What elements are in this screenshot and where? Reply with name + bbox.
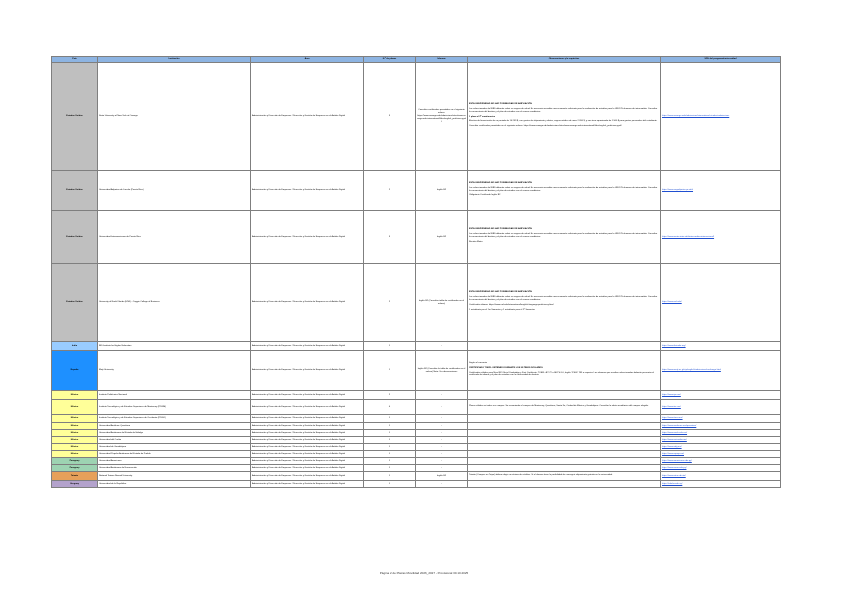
- area-cell: Administración y Dirección de Empresas / Dirección y Gestión de Empresas en el Ámbito Digital: [251, 211, 364, 264]
- places-cell: 2: [364, 264, 416, 342]
- country-cell: México: [52, 451, 98, 458]
- requirements-cell: [468, 400, 661, 415]
- country-cell: México: [52, 444, 98, 451]
- institution-cell: University of North Florida (UNF) - Coggin College of Business: [98, 264, 251, 342]
- header-country: País: [52, 57, 98, 63]
- institution-cell: Universidad Autónoma de Encarnación: [98, 465, 251, 472]
- places-cell: 1: [364, 415, 416, 423]
- places-cell: 1: [364, 430, 416, 437]
- program-url-link[interactable]: https://www.tec.mx/: [661, 400, 781, 415]
- requirements-cell: [468, 444, 661, 451]
- requirement-text: Taiwán (Campus en Taipei) deben elegir un mínimo de créditos. Si el alumno tiene la posibilidad de conseguir alojamiento gratuito en la universidad.: [469, 473, 613, 476]
- country-cell: México: [52, 437, 98, 444]
- country-cell: Estados Unidos: [52, 211, 98, 264]
- program-url-link[interactable]: https://www.udg.mx/: [661, 444, 781, 451]
- institution-cell: Meiji University: [98, 351, 251, 391]
- program-url-link[interactable]: https://www.meiji.ac.jp/cip/english/admissions/exchange.html: [661, 351, 781, 391]
- requirements-cell: [468, 211, 661, 264]
- language-cell: Consultar certificados permitidos en el siguiente enlace: https://www.oswego.edu/admissions/sites/www.oswego.edu.international/files/english_proficiency.pdf: [416, 63, 468, 171]
- language-cell: Inglés B2: [416, 171, 468, 211]
- country-cell: México: [52, 400, 98, 415]
- places-cell: 3: [364, 63, 416, 171]
- requirement-text: 1 plaza el 2º cuatrimestre: [469, 115, 496, 118]
- country-cell: México: [52, 423, 98, 430]
- country-cell: Taiwán: [52, 472, 98, 481]
- requirements-cell: [468, 430, 661, 437]
- requirement-text: ESTA UNIVERSIDAD NO HAY POSIBILIDAD DE AMPLIACIÓN: [469, 102, 532, 105]
- institution-cell: Universidad del Caribe: [98, 437, 251, 444]
- places-cell: 4: [364, 400, 416, 415]
- program-url-link[interactable]: https://www.americana.edu.py/: [661, 458, 781, 465]
- table-row: [52, 423, 781, 430]
- country-cell: Estados Unidos: [52, 63, 98, 171]
- places-cell: 3: [364, 211, 416, 264]
- requirements-cell: [468, 264, 661, 342]
- header-places: N.º de plazas: [364, 57, 416, 63]
- country-cell: Estados Unidos: [52, 171, 98, 211]
- requirement-text: Certificados válidos para Nivel B2 Oficial Cambridge y First Certificate, TOEFL iBT 72 o IELTS 6.0, Inglés TOEIC 785 o superior. Los alumnos que resulten seleccionados deberán presentar el certificado de idioma y el plan de estudios con la universidad de destino.: [469, 371, 654, 377]
- country-cell: España: [52, 351, 98, 391]
- area-cell: Administración y Dirección de Empresas / Dirección y Gestión de Empresas en el Ámbito Digital: [251, 415, 364, 423]
- places-cell: 1: [364, 481, 416, 488]
- area-cell: Administración y Dirección de Empresas / Dirección y Gestión de Empresas en el Ámbito Digital: [251, 400, 364, 415]
- table-row: [52, 342, 781, 351]
- country-cell: México: [52, 391, 98, 400]
- requirement-text: Efectivo de financiación de un periodo de 10.259 $, con gastos de alojamiento y dietas, seguro médico de unos 2.260 $, y uno tasa aproximada de 1.500 $ para gastos personales del estudiante.: [469, 120, 658, 123]
- country-cell: México: [52, 415, 98, 423]
- requirement-text: Los seleccionados de IEBS deberán cubrir un seguro de salud. Es necesario acreditar una economía suficiente para la realización de estudios para la UIB 125 alumnos de intercambio. Consultar la convocatoria del destino y el plan de estudios con el asesor académico.: [469, 107, 658, 113]
- places-cell: 1: [364, 444, 416, 451]
- table-row: [52, 481, 781, 488]
- country-cell: Paraguay: [52, 465, 98, 472]
- program-url-link[interactable]: https://www.ntnu.edu.tw/: [661, 472, 781, 481]
- language-cell: -: [416, 481, 468, 488]
- area-cell: Administración y Dirección de Empresas / Dirección y Gestión de Empresas en el Ámbito Digital: [251, 472, 364, 481]
- language-cell: -: [416, 400, 468, 415]
- institution-cell: Universidad de Guadalajara: [98, 444, 251, 451]
- language-cell: -: [416, 465, 468, 472]
- country-cell: India: [52, 342, 98, 351]
- requirement-text: ESTA UNIVERSIDAD NO HAY POSIBILIDAD DE AMPLIACIÓN: [469, 291, 532, 294]
- country-cell: México: [52, 430, 98, 437]
- area-cell: Administración y Dirección de Empresas / Dirección y Gestión de Empresas en el Ámbito Digital: [251, 63, 364, 171]
- program-url-link[interactable]: https://www.unf.edu/: [661, 264, 781, 342]
- requirement-text: Los seleccionados de IEBS deberán cubrir un seguro de salud. Es necesario acreditar una economía suficiente para la realización de estudios para la UIB 125 alumnos de intercambio. Consultar la convocatoria del destino y el plan de estudios con el asesor académico.: [469, 296, 658, 302]
- program-url-link[interactable]: https://www.uaeh.edu.mx/: [661, 430, 781, 437]
- table-row: [52, 415, 781, 423]
- requirement-text: 1 estudiante por el 1er Semestre y 1 estudiante para el 2º Semestre: [469, 308, 535, 311]
- places-cell: 1: [364, 458, 416, 465]
- program-url-link[interactable]: https://www.unicaribe.mx/: [661, 437, 781, 444]
- requirement-text: Consultar certificados permitidos en el siguiente enlace: https://www.oswego.edu/admissions/sites/www.oswego.edu.international/files/english_proficiency.pdf: [469, 125, 622, 128]
- country-cell: Estados Unidos: [52, 264, 98, 342]
- places-cell: 1: [364, 342, 416, 351]
- requirements-cell: [468, 458, 661, 465]
- program-url-link[interactable]: https://www.iteso.mx/: [661, 415, 781, 423]
- requirements-cell: [468, 351, 661, 391]
- places-cell: 2: [364, 171, 416, 211]
- requirements-cell: [468, 481, 661, 488]
- places-cell: 1: [364, 451, 416, 458]
- plazas-table: [51, 56, 781, 488]
- table-row: [52, 211, 781, 264]
- language-cell: -: [416, 342, 468, 351]
- spreadsheet: [51, 56, 780, 488]
- institution-cell: State University of New York at Oswego: [98, 63, 251, 171]
- requirements-cell: [468, 171, 661, 211]
- table-row: [52, 63, 781, 171]
- places-cell: 1: [364, 437, 416, 444]
- requirement-text: Certificados idioma: https://www.unf.edu/international/english-language-proficiency.html: [469, 303, 554, 306]
- program-url-link[interactable]: https://www.unae.edu.py/: [661, 465, 781, 472]
- table-row: [52, 437, 781, 444]
- requirement-text: ESTA UNIVERSIDAD NO HAY POSIBILIDAD DE AMPLIACIÓN: [469, 228, 532, 231]
- area-cell: Administración y Dirección de Empresas / Dirección y Gestión de Empresas en el Ámbito Digital: [251, 430, 364, 437]
- page-footer: Página 2 de Plazas Movilidad 2026_2027 - Provisional 30.10.2025: [379, 571, 469, 575]
- area-cell: Administración y Dirección de Empresas / Dirección y Gestión de Empresas en el Ámbito Digital: [251, 451, 364, 458]
- area-cell: Administración y Dirección de Empresas / Dirección y Gestión de Empresas en el Ámbito Digital: [251, 444, 364, 451]
- country-cell: Paraguay: [52, 458, 98, 465]
- institution-cell: Universidad Interamericana de Puerto Rico: [98, 211, 251, 264]
- requirement-text: Plazas válidas en todos sus campus. Se recomienda el campus de Monterrey, Querétaro, Santa Fe, Ciudad de México y Guadalajara. Consultar la oferta académica del campus elegido.: [469, 404, 649, 407]
- table-row: [52, 351, 781, 391]
- language-cell: Inglés B2 (Consultar la tabla de certificados en el enlace) Nota: Ver observaciones: [416, 351, 468, 391]
- requirement-text: Según el convenio: [469, 361, 487, 364]
- table-row: [52, 451, 781, 458]
- table-body: [52, 63, 781, 488]
- table-row: [52, 458, 781, 465]
- program-url-link[interactable]: https://www.upaep.mx/: [661, 451, 781, 458]
- language-cell: -: [416, 423, 468, 430]
- requirements-cell: [468, 423, 661, 430]
- requirement-text: ESTA UNIVERSIDAD NO HAY POSIBILIDAD DE AMPLIACIÓN: [469, 181, 532, 184]
- institution-cell: Universidad Popular Autónoma del Estado de Puebla: [98, 451, 251, 458]
- requirements-cell: [468, 451, 661, 458]
- places-cell: 1: [364, 472, 416, 481]
- area-cell: Administración y Dirección de Empresas / Dirección y Gestión de Empresas en el Ámbito Digital: [251, 437, 364, 444]
- language-cell: -: [416, 444, 468, 451]
- institution-cell: Universidad Adjuntas de Lincoln (Puerto Rico): [98, 171, 251, 211]
- requirements-cell: [468, 465, 661, 472]
- header-requirements: Observaciones y/o requisitos: [468, 57, 661, 63]
- requirement-text: CERTIFICADO TOEFL OBTENIDO DURANTE LOS ÚLTIMOS DOS AÑOS: [469, 366, 543, 369]
- institution-cell: Universidad Autónoma del Estado de Hidalgo: [98, 430, 251, 437]
- requirement-text: Los seleccionados de IEBS deberán cubrir un seguro de salud. Es necesario acreditar una economía suficiente para la realización de estudios para la UIB 125 alumnos de intercambio. Consultar la convocatoria del destino y el plan de estudios con el asesor académico.: [469, 186, 658, 192]
- institution-cell: Instituto Politécnico Nacional: [98, 391, 251, 400]
- program-url-link[interactable]: https://www.ipn.mx/: [661, 391, 781, 400]
- language-cell: -: [416, 415, 468, 423]
- requirements-cell: [468, 342, 661, 351]
- table-row: [52, 444, 781, 451]
- places-cell: 1: [364, 465, 416, 472]
- area-cell: Administración y Dirección de Empresas / Dirección y Gestión de Empresas en el Ámbito Digital: [251, 465, 364, 472]
- header-url: URL del programa/universidad: [661, 57, 781, 63]
- language-cell: -: [416, 437, 468, 444]
- table-row: [52, 472, 781, 481]
- institution-cell: IBS Institute for Higher Education: [98, 342, 251, 351]
- table-row: [52, 430, 781, 437]
- language-cell: -: [416, 391, 468, 400]
- requirements-cell: [468, 437, 661, 444]
- country-cell: Uruguay: [52, 481, 98, 488]
- institution-cell: Universidad Anáhuac Querétaro: [98, 423, 251, 430]
- requirements-cell: [468, 391, 661, 400]
- requirement-text: Recinto Metro: [469, 240, 483, 243]
- institution-cell: Universidad de la República: [98, 481, 251, 488]
- institution-cell: Instituto Tecnológico y de Estudios Superiores de Monterrey (ITESM): [98, 400, 251, 415]
- requirements-cell: [468, 472, 661, 481]
- table-row: [52, 171, 781, 211]
- area-cell: Administración y Dirección de Empresas / Dirección y Gestión de Empresas en el Ámbito Digital: [251, 351, 364, 391]
- requirements-cell: [468, 415, 661, 423]
- table-row: [52, 465, 781, 472]
- institution-cell: Universidad Americana: [98, 458, 251, 465]
- program-url-link[interactable]: https://www.metro.inter.edu/intercambio-internacional/: [661, 211, 781, 264]
- institution-cell: National Taiwan Normal University: [98, 472, 251, 481]
- institution-cell: Instituto Tecnológico y de Estudios Superiores de Occidente (ITESO): [98, 415, 251, 423]
- area-cell: Administración y Dirección de Empresas / Dirección y Gestión de Empresas en el Ámbito Digital: [251, 481, 364, 488]
- places-cell: 2: [364, 391, 416, 400]
- header-institution: Institución: [98, 57, 251, 63]
- table-row: [52, 400, 781, 415]
- area-cell: Administración y Dirección de Empresas / Dirección y Gestión de Empresas en el Ámbito Digital: [251, 264, 364, 342]
- places-cell: 1: [364, 423, 416, 430]
- language-cell: -: [416, 458, 468, 465]
- area-cell: Administración y Dirección de Empresas / Dirección y Gestión de Empresas en el Ámbito Digital: [251, 171, 364, 211]
- program-url-link[interactable]: https://www.uagadjuntas.pr.edu/: [661, 171, 781, 211]
- header-language: Idiomas: [416, 57, 468, 63]
- program-url-link[interactable]: https://www.ibsindia.org/: [661, 342, 781, 351]
- language-cell: Inglés B2: [416, 211, 468, 264]
- table-row: [52, 391, 781, 400]
- requirement-text: Obligatorio Certificado Inglés B2: [469, 194, 501, 197]
- language-cell: -: [416, 451, 468, 458]
- area-cell: Administración y Dirección de Empresas / Dirección y Gestión de Empresas en el Ámbito Digital: [251, 342, 364, 351]
- program-url-link[interactable]: https://www.oswego.edu/admissions/international-student-admissions: [661, 63, 781, 171]
- area-cell: Administración y Dirección de Empresas / Dirección y Gestión de Empresas en el Ámbito Digital: [251, 423, 364, 430]
- program-url-link[interactable]: https://udelar.edu.uy/: [661, 481, 781, 488]
- area-cell: Administración y Dirección de Empresas / Dirección y Gestión de Empresas en el Ámbito Digital: [251, 391, 364, 400]
- language-cell: Inglés B2 (Consultar tabla de certificados en el enlace): [416, 264, 468, 342]
- language-cell: Inglés B2: [416, 472, 468, 481]
- requirements-cell: [468, 63, 661, 171]
- language-cell: -: [416, 430, 468, 437]
- table-row: [52, 264, 781, 342]
- places-cell: 1: [364, 351, 416, 391]
- program-url-link[interactable]: https://www.anahuac.mx/queretaro/: [661, 423, 781, 430]
- area-cell: Administración y Dirección de Empresas / Dirección y Gestión de Empresas en el Ámbito Digital: [251, 458, 364, 465]
- header-area: Área: [251, 57, 364, 63]
- requirement-text: Los seleccionados de IEBS deberán cubrir un seguro de salud. Es necesario acreditar una economía suficiente para la realización de estudios para la UIB 125 alumnos de intercambio. Consultar la convocatoria del destino y el plan de estudios con el asesor académico.: [469, 233, 658, 238]
